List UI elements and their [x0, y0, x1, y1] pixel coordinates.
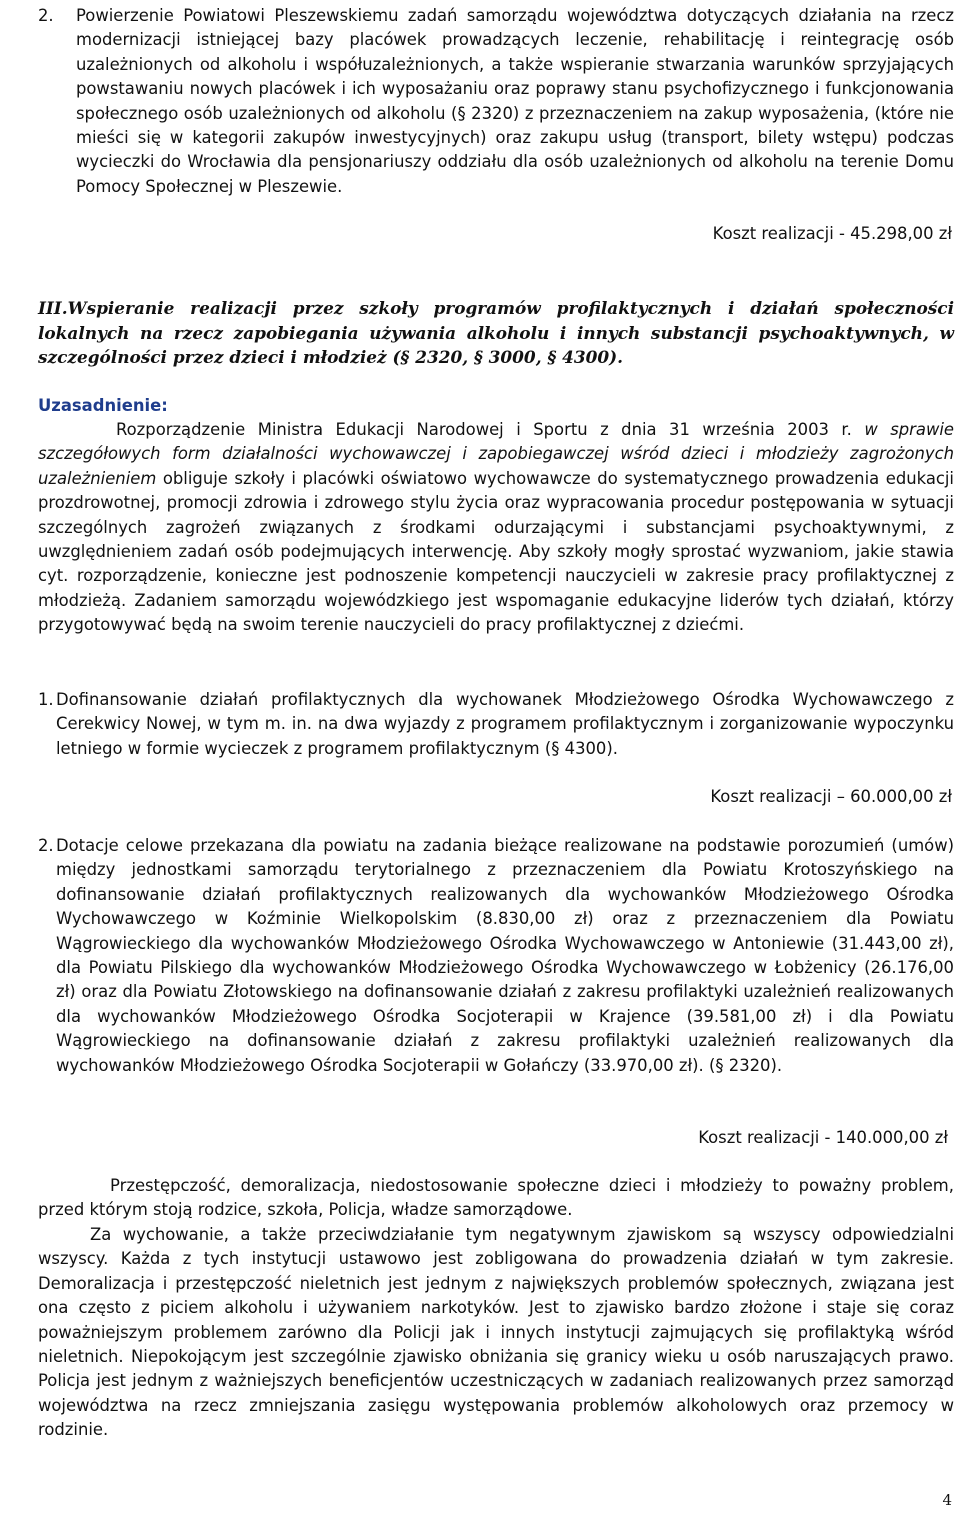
section-3-heading	[38, 296, 954, 370]
item-1-cost: Koszt realizacji – 60.000,00 zł	[710, 787, 952, 806]
justification-part1: Rozporządzenie Ministra Edukacji Narodowej i Sportu z dnia 31 września 2003 r.	[116, 420, 852, 439]
justification-italic: w sprawie szczegółowych form działalności wychowawczej i zapobiegawczej wśród dzieci i młodzieży zagrożonych uzależnieniem	[38, 420, 954, 488]
justification-text	[38, 418, 954, 638]
page-number: 4	[942, 1491, 952, 1509]
justification-part2: obliguje szkoły i placówki oświatowo wychowawcze do systematycznego prowadzenia edukacji prozdrowotnej, promocji zdrowia i zdrowego stylu życia oraz wypracowania procedur postępowania w sytuacji szczególnych zagrożeń związanych z środkami odurzającymi i substancjami psychoaktywnymi, z uwzględnieniem zadań osób podejmujących interwencję. Aby szkoły mogły sprostać wyzwaniom, jakie stawia cyt. rozporządzenie, konieczne jest podnoszenie kompetencji nauczycieli w zakresie pracy profilaktycznej z młodzieżą. Zadaniem samorządu wojewódzkiego jest wspomaganie edukacyjne liderów tych działań, którzy przygotowywać będą na swoim terenie nauczycieli do pracy profilaktycznej z dziećmi.	[38, 468, 954, 635]
item-1-text: Dofinansowanie działań profilaktycznych dla wychowanek Młodzieżowego Ośrodka Wychowawczego z Cerekwicy Nowej, w tym m. in. na dwa wyjazdy z programem profilaktycznym i zorganizowanie wypoczynku letniego w formie wycieczek z programem profilaktycznym (§ 4300).	[56, 690, 954, 758]
item-1-block	[38, 688, 954, 761]
item-2-text: Dotacje celowe przekazana dla powiatu na zadania bieżące realizowane na podstawie porozumień (umów) między jednostkami samorządu terytorialnego z przeznaczeniem dla Powiatu Krotoszyńskiego na dofinansowanie działań profilaktycznych realizowanych dla wychowanków Młodzieżowego Ośrodka Wychowawczego w Koźminie Wielkopolskim (8.830,00 zł) oraz z przeznaczeniem dla Powiatu Wągrowieckiego dla wychowanków Młodzieżowego Ośrodka Wychowawczego w Antoniewie (31.443,00 zł), dla Powiatu Pilskiego dla wychowanków Młodzieżowego Ośrodka Wychowawczego w Łobżenicy (26.176,00 zł) oraz dla Powiatu Złotowskiego na dofinansowanie działań z zakresu profilaktyki uzależnień realizowanych dla wychowanków Młodzieżowego Ośrodka Socjoterapii w Krajence (39.581,00 zł) i dla Powiatu Wągrowieckiego na dofinansowanie działań z zakresu profilaktyki uzależnień realizowanych dla wychowanków Młodzieżowego Ośrodka Socjoterapii w Gołańczy (33.970,00 zł). (§ 2320).	[56, 836, 954, 1075]
item-2-cost: Koszt realizacji - 140.000,00 zł	[698, 1128, 948, 1147]
closing-paragraph-2: Za wychowanie, a także przeciwdziałanie tym negatywnym zjawiskom są wszyscy odpowiedzialni wszyscy. Każda z tych instytucji ustawowo jest zobligowana do prowadzenia działań w tym zakresie. Demoralizacja i przestępczość nieletnich jest jednym z największych problemów społecznych, związana jest ona często z piciem alkoholu i używaniem narkotyków. Jest to zjawisko bardzo złożone i staje się coraz poważniejszym problemem zarówno dla Policji jak i innych instytucji zajmujących się profilaktyką wśród nieletnich. Niepokojącym jest szczególnie zjawisko obniżania się granicy wieku u osób naruszających prawo. Policja jest jednym z ważniejszych beneficjentów uczestniczących w zadaniach realizowanych przez samorząd województwa na rzecz zmniejszania zasięgu występowania problemów alkoholowych oraz przemocy w rodzinie.	[38, 1225, 954, 1440]
closing-paragraph-1: Przestępczość, demoralizacja, niedostosowanie społeczne dzieci i młodzieży to poważny problem, przed którym stoją rodzice, szkoła, Policja, władze samorządowe.	[38, 1176, 954, 1220]
section-2-text: Powierzenie Powiatowi Pleszewskiemu zadań samorządu województwa dotyczących działania na rzecz modernizacji istniejącej bazy placówek prowadzących leczenie, rehabilitację i reintegrację osób uzależnionych od alkoholu i współuzależnionych, a także wspieranie stwarzania warunków sprzyjających powstawaniu nowych placówek i ich wyposażaniu oraz poprawy stanu psychofizycznego i funkcjonowania społecznego osób uzależnionych od alkoholu (§ 2320) z przeznaczeniem na zakup wyposażenia, (które nie mieści się w kategorii zakupów inwestycyjnych) oraz zakupu usług (transport, bilety wstępu) podczas wycieczki do Wrocławia dla pensjonariuszy oddziału dla osób uzależnionych od alkoholu na terenie Domu Pomocy Społecznej w Pleszewie.	[76, 6, 954, 196]
item-1-number: 1.	[38, 690, 54, 709]
section-2-block	[38, 4, 954, 199]
section-2-cost: Koszt realizacji - 45.298,00 zł	[712, 224, 952, 243]
item-2-block	[38, 834, 954, 1078]
item-2-number: 2.	[38, 836, 54, 855]
section-3-heading-text: Wspieranie realizacji przez szkoły programów profilaktycznych i działań społeczności lokalnych na rzecz zapobiegania używania alkoholu i innych substancji psychoaktywnych, w szczególności przez dzieci i młodzież (§ 2320, § 3000, § 4300).	[38, 298, 954, 368]
section-3-number: III.	[38, 298, 68, 318]
section-2-number: 2.	[38, 6, 54, 25]
justification-label-row	[38, 394, 954, 418]
justification-label: Uzasadnienie:	[38, 396, 168, 415]
